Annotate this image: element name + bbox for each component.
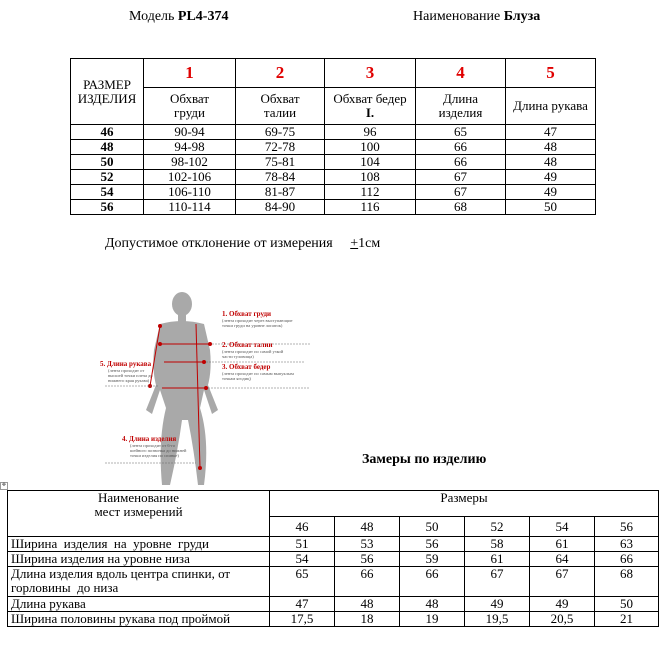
- measure-name-header-line-1: Наименование: [98, 490, 179, 505]
- table-cell: 90-94: [144, 125, 236, 140]
- plus-minus-sign: +: [350, 236, 359, 251]
- table-cell: 48: [506, 140, 596, 155]
- table-row: [8, 567, 659, 597]
- table-cell: 18: [335, 612, 400, 627]
- table-cell: 116: [325, 200, 416, 215]
- figure-label-sleeve-sub-3: нижнего края рукава): [108, 378, 150, 383]
- row-label: Длина рукава: [8, 597, 270, 612]
- table-cell: 66: [416, 155, 506, 170]
- table-row: [71, 140, 596, 155]
- column-header-hips: [325, 88, 416, 125]
- table-row: [8, 552, 659, 567]
- table-cell: 68: [595, 567, 659, 597]
- row-label: Ширина половины рукава под проймой: [8, 612, 270, 627]
- column-number-1: 1: [144, 59, 236, 88]
- table-cell: 64: [530, 552, 595, 567]
- column-number-3: 3: [325, 59, 416, 88]
- figure-label-hips: [222, 363, 294, 381]
- figure-label-waist-title: 2. Обхват талии: [222, 341, 273, 349]
- column-number-4: 4: [416, 59, 506, 88]
- table-cell: 50: [595, 597, 659, 612]
- table-cell: 84-90: [236, 200, 325, 215]
- table-row: [71, 170, 596, 185]
- table-cell: 20,5: [530, 612, 595, 627]
- row-label: [8, 567, 270, 597]
- table-cell: 59: [400, 552, 465, 567]
- figure-label-sleeve-sub-1: (лента проходит от: [108, 368, 145, 373]
- measurements-title: Замеры по изделию: [362, 452, 487, 467]
- figure-label-chest: [222, 310, 292, 328]
- measure-name-header-line-2: мест измерений: [94, 504, 183, 519]
- table-cell: 47: [270, 597, 335, 612]
- column-header-waist: [236, 88, 325, 125]
- column-header-sleeve: [506, 88, 596, 125]
- table-cell: 17,5: [270, 612, 335, 627]
- column-header-waist-line-2: талии: [263, 105, 297, 120]
- figure-label-hips-title: 3. Обхват бедер: [222, 363, 271, 371]
- table-cell: 66: [416, 140, 506, 155]
- size-chart-table: [70, 58, 596, 215]
- figure-label-chest-sub-1: (лента проходит через выступающие: [222, 318, 293, 323]
- sizes-header: Размеры: [270, 491, 659, 517]
- tolerance-note: [105, 236, 380, 252]
- table-cell: 49: [506, 170, 596, 185]
- figure-label-hips-sub-2: точкам ягодиц): [222, 376, 251, 381]
- table-row: [71, 155, 596, 170]
- model-value: PL4-374: [177, 9, 229, 24]
- column-header-hips-line-1: Обхват бедер: [333, 91, 407, 106]
- table-cell: 67: [530, 567, 595, 597]
- table-cell: 19: [400, 612, 465, 627]
- tolerance-text: Допустимое отклонение от измерения: [105, 236, 333, 251]
- table-cell: 53: [335, 537, 400, 552]
- table-cell: 75-81: [236, 155, 325, 170]
- column-header-length: [416, 88, 506, 125]
- column-header-length-line-2: изделия: [438, 105, 483, 120]
- table-cell: 63: [595, 537, 659, 552]
- table-cell: 112: [325, 185, 416, 200]
- table-cell: 110-114: [144, 200, 236, 215]
- table-cell: 50: [506, 200, 596, 215]
- table-cell: 67: [465, 567, 530, 597]
- table-cell: 94-98: [144, 140, 236, 155]
- row-label-line-1: Длина изделия вдоль центра спинки, от: [11, 566, 231, 581]
- table-cell: 49: [465, 597, 530, 612]
- model-heading: [129, 9, 228, 25]
- table-cell: 66: [335, 567, 400, 597]
- figure-label-length: [122, 435, 186, 458]
- table-cell: 65: [416, 125, 506, 140]
- row-label: Ширина изделия на уровне низа: [8, 552, 270, 567]
- tolerance-value: 1см: [358, 236, 381, 251]
- table-cell: 48: [400, 597, 465, 612]
- figure-label-sleeve-sub-2: высшей точки плеча до: [108, 373, 153, 378]
- table-cell: 54: [270, 552, 335, 567]
- table-cell: 66: [400, 567, 465, 597]
- size-column-header: 48: [335, 517, 400, 537]
- size-column-header: 52: [465, 517, 530, 537]
- row-size: 52: [71, 170, 144, 185]
- figure-label-waist-sub-1: (лента проходит по самой узкой: [222, 349, 284, 354]
- table-cell: 78-84: [236, 170, 325, 185]
- figure-label-length-sub-2: шейного позвонка до нижней: [130, 448, 187, 453]
- table-cell: 100: [325, 140, 416, 155]
- measure-name-header: [8, 491, 270, 537]
- size-column-header: 46: [270, 517, 335, 537]
- column-header-chest-line-2: груди: [174, 105, 205, 120]
- garment-measurements-table: [7, 490, 659, 627]
- product-name-value: Блуза: [503, 9, 541, 24]
- product-name-label: Наименование: [413, 9, 501, 24]
- column-header-length-line-1: Длина: [442, 91, 479, 106]
- table-cell: 48: [506, 155, 596, 170]
- table-cell: 69-75: [236, 125, 325, 140]
- column-number-5: 5: [506, 59, 596, 88]
- table-cell: 61: [465, 552, 530, 567]
- table-cell: 68: [416, 200, 506, 215]
- table-cell: 98-102: [144, 155, 236, 170]
- measurement-figure: [100, 290, 330, 490]
- model-label: Модель: [129, 9, 175, 24]
- figure-label-hips-sub-1: (лента проходит по самым выпуклым: [222, 371, 294, 376]
- size-header-line-1: РАЗМЕР: [83, 76, 131, 92]
- row-label-line-2: горловины до низа: [11, 580, 119, 595]
- column-header-sleeve-line-1: Длина рукава: [513, 98, 588, 113]
- table-cell: 81-87: [236, 185, 325, 200]
- table-cell: 66: [595, 552, 659, 567]
- figure-label-chest-sub-2: точки груди на уровне лопаток): [222, 323, 283, 328]
- figure-label-sleeve: [100, 360, 153, 383]
- table-cell: 72-78: [236, 140, 325, 155]
- row-size: 54: [71, 185, 144, 200]
- body-silhouette-icon: [100, 290, 330, 490]
- column-header-waist-line-1: Обхват: [260, 91, 300, 106]
- table-cell: 49: [530, 597, 595, 612]
- table-cell: 56: [335, 552, 400, 567]
- figure-label-length-sub-1: (лента проходит от 6-го: [130, 443, 176, 448]
- figure-label-waist-sub-2: части туловища): [222, 354, 254, 359]
- table-cell: 48: [335, 597, 400, 612]
- product-name-heading: [413, 9, 540, 25]
- size-column-header: 56: [595, 517, 659, 537]
- table-cell: 65: [270, 567, 335, 597]
- table-row: [71, 125, 596, 140]
- table-cell: 67: [416, 170, 506, 185]
- table-row: [8, 612, 659, 627]
- table-cell: 21: [595, 612, 659, 627]
- figure-label-waist: [222, 341, 283, 359]
- row-label: Ширина изделия на уровне груди: [8, 537, 270, 552]
- size-column-header: 50: [400, 517, 465, 537]
- column-header-chest-line-1: Обхват: [169, 91, 210, 106]
- row-size: 50: [71, 155, 144, 170]
- table-cell: 102-106: [144, 170, 236, 185]
- row-size: 56: [71, 200, 144, 215]
- table-row: [71, 200, 596, 215]
- table-cell: 51: [270, 537, 335, 552]
- table-cell: 106-110: [144, 185, 236, 200]
- table-move-handle-icon[interactable]: ✥: [1, 483, 7, 488]
- table-cell: 58: [465, 537, 530, 552]
- column-header-chest: [144, 88, 236, 125]
- table-cell: 104: [325, 155, 416, 170]
- row-size: 48: [71, 140, 144, 155]
- size-header-cell: [71, 59, 144, 125]
- table-cell: 96: [325, 125, 416, 140]
- table-cell: 61: [530, 537, 595, 552]
- size-column-header: 54: [530, 517, 595, 537]
- table-row: [8, 597, 659, 612]
- figure-label-chest-title: 1. Обхват груди: [222, 310, 272, 318]
- table-cell: 49: [506, 185, 596, 200]
- table-cell: 47: [506, 125, 596, 140]
- table-row: [71, 185, 596, 200]
- table-cell: 67: [416, 185, 506, 200]
- size-header-line-2: ИЗДЕЛИЯ: [77, 90, 137, 106]
- figure-label-sleeve-title: 5. Длина рукава: [100, 360, 152, 368]
- figure-label-length-sub-3: точки изделия по спинке): [130, 453, 179, 458]
- table-cell: 108: [325, 170, 416, 185]
- figure-label-length-title: 4. Длина изделия: [122, 435, 177, 443]
- column-number-2: 2: [236, 59, 325, 88]
- table-cell: 56: [400, 537, 465, 552]
- table-cell: 19,5: [465, 612, 530, 627]
- row-size: 46: [71, 125, 144, 140]
- table-row: [8, 537, 659, 552]
- column-header-hips-line-2: I.: [365, 105, 375, 120]
